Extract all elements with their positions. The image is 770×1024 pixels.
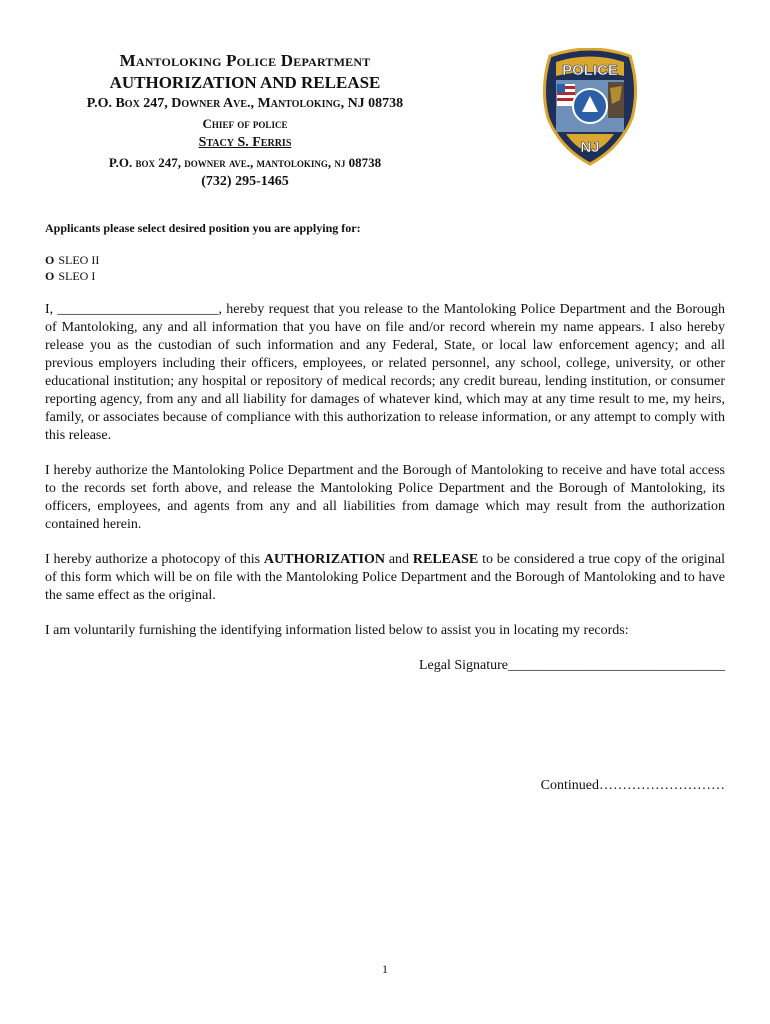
release-body: [45, 301, 725, 657]
option-label: SLEO I: [58, 269, 96, 283]
badge-top-text: POLICE: [562, 62, 618, 79]
form-title: AUTHORIZATION AND RELEASE: [109, 73, 381, 92]
option-label: SLEO II: [58, 253, 100, 267]
police-badge-logo: [540, 48, 640, 166]
department-name: Mantoloking Police Department: [119, 51, 371, 70]
position-options: [45, 252, 99, 284]
badge-bottom-text: NJ: [580, 139, 600, 156]
continued-note: Continued………………………: [540, 778, 725, 793]
voluntary-paragraph: I am voluntarily furnishing the identifying information listed below to assist you in locating my records:: [45, 623, 629, 638]
option-sleo-i[interactable]: [45, 268, 99, 284]
legal-signature-line[interactable]: Legal Signature_______________________________: [418, 658, 725, 673]
chief-title: Chief of police: [202, 116, 288, 131]
chief-address: P.O. box 247, downer ave., mantoloking, nj 08738: [108, 155, 382, 170]
option-marker[interactable]: O: [45, 269, 55, 283]
photocopy-paragraph: I hereby authorize a photocopy of this AUTHORIZATION and RELEASE to be considered a true copy of the original of this form which will be on file with the Mantoloking Police Department and the Borough of Mantoloking and to have the same effect as the original.: [45, 552, 725, 603]
phone-number: (732) 295-1465: [201, 174, 289, 189]
flag-icon: [557, 84, 575, 106]
release-paragraph: I, _______________________, hereby request that you release to the Mantoloking Police Department and the Borough of Mantoloking, any and all information that you have on file and/or record wherein my name appears. I also hereby release you as the custodian of such information and any Federal, State, or local law enforcement agency; and all previous employers including their officers, employees, or related personnel, any school, college, university, or other educational institution; any hospital or repository of medical records; any credit bureau, lending institution, or consumer reporting agency, from any and all liability for damages of whatever kind, which may at any time result to me, my heirs, family, or associates because of compliance with this authorization to release information, or any attempt to comply with this release.: [45, 302, 725, 443]
position-prompt: Applicants please select desired position you are applying for:: [45, 221, 361, 235]
address-line: P.O. Box 247, Downer Ave., Mantoloking, NJ 08738: [86, 96, 404, 111]
authorization-paragraph: I hereby authorize the Mantoloking Police Department and the Borough of Mantoloking to receive and have total access to the records set forth above, and release the Mantoloking Police Department and the Borough of Mantoloking, its officers, employees, and agents from any and all liabilities from damage which may result from the authorization contained herein.: [45, 463, 725, 532]
page-number: 1: [382, 962, 388, 976]
letterhead: [40, 50, 450, 192]
option-sleo-ii[interactable]: [45, 252, 99, 268]
option-marker[interactable]: O: [45, 253, 55, 267]
chief-name: Stacy S. Ferris: [198, 135, 292, 150]
